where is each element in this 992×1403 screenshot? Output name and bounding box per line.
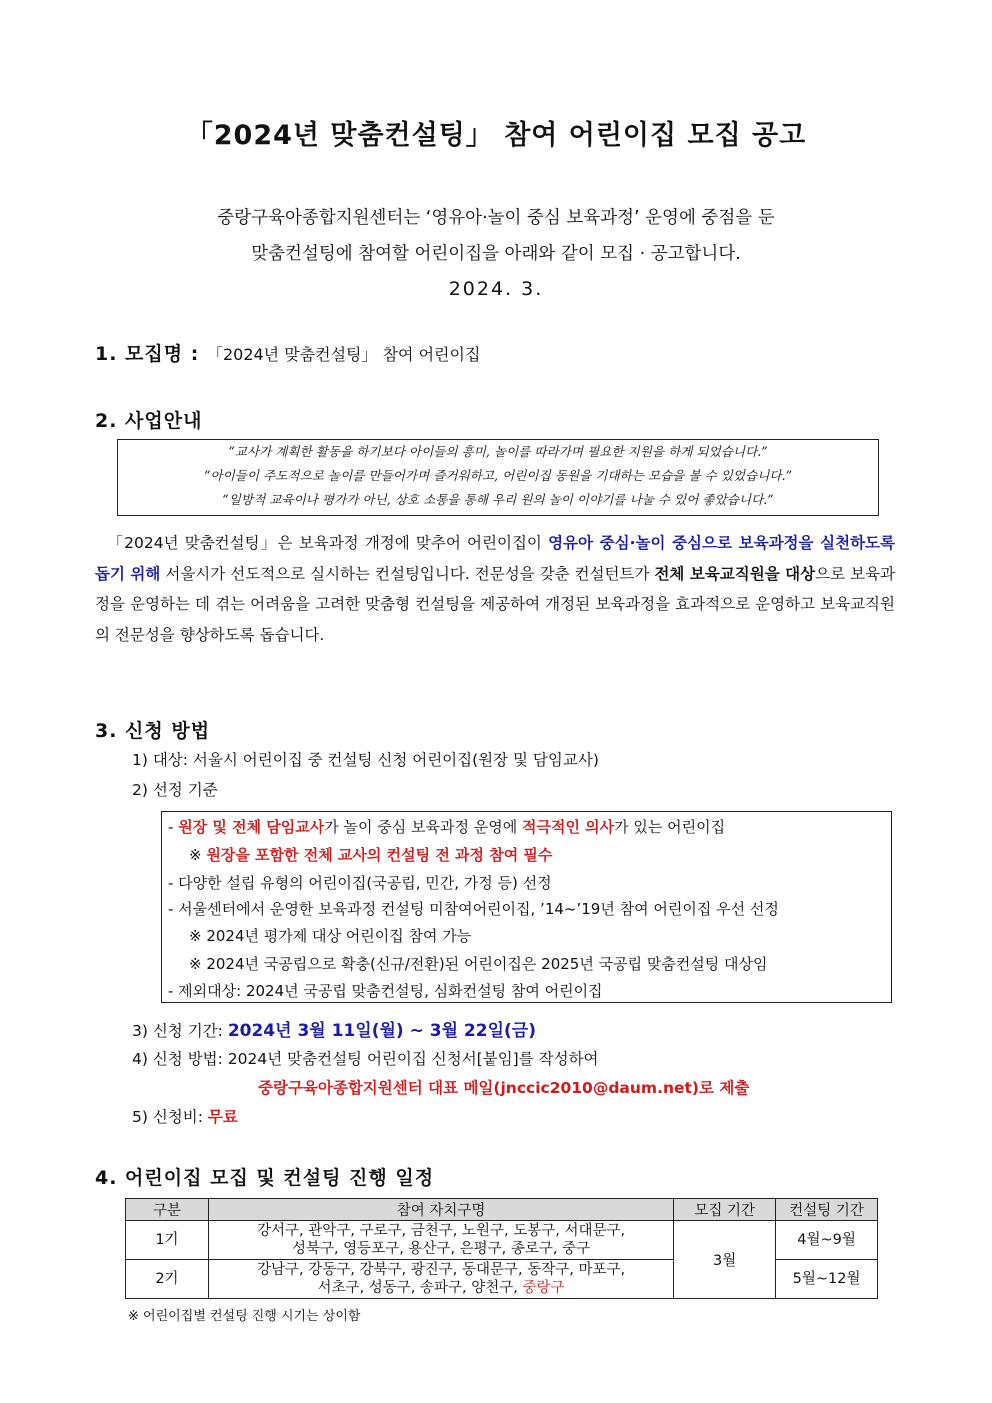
para-text-2: 서울시가 선도적으로 실시하는 컨설팅입니다. 전문성을 갖춘 컨설턴트가 xyxy=(160,564,655,583)
notice-date: 2024. 3. xyxy=(448,278,544,300)
table-row xyxy=(126,1221,878,1260)
criteria-3-note-1: ※ 2024년 평가제 대상 어린이집 참여 가능 xyxy=(189,927,472,945)
apply-email: 중랑구육아종합지원센터 대표 메일(jnccic2010@daum.net)로 제출 xyxy=(258,1079,750,1097)
page-title: 「2024년 맞춤컨설팅」 참여 어린이집 모집 공고 xyxy=(185,120,807,151)
consulting-period-cell: 4월~9월 xyxy=(776,1221,878,1260)
header-districts: 참여 자치구명 xyxy=(208,1199,673,1221)
intro-line-1: 중랑구육아종합지원센터는 ‘영유아·놀이 중심 보육과정’ 운영에 중점을 둔 xyxy=(217,208,775,228)
section-3-heading: 3. 신청 방법 xyxy=(95,720,211,742)
highlight-jungnang: 중랑구 xyxy=(522,1280,565,1296)
group-cell: 2기 xyxy=(126,1260,209,1299)
para-text-3: 으로 보육과정을 운영하는 데 겪는 어려움을 고려한 맞춤형 컨설팅을 제공하여 개정된 보육과정을 효과적으로 운영하고 보육교직원의 전문성을 향상하도록 돕습니다. xyxy=(95,564,895,644)
header-recruit-period: 모집 기간 xyxy=(674,1199,776,1221)
para-text-1: 「2024년 맞춤컨설팅」은 보육과정 개정에 맞추어 어린이집이 xyxy=(107,534,549,552)
header-group: 구분 xyxy=(126,1199,209,1221)
testimonial-1: “교사가 계획한 활동을 하기보다 아이들의 흥미, 놀이를 따라가며 필요한 지원을 하게 되었습니다.” xyxy=(228,444,768,459)
testimonial-box xyxy=(117,439,879,516)
header-consulting-period: 컨설팅 기간 xyxy=(776,1199,878,1221)
criteria-1: - 원장 및 전체 담임교사가 놀이 중심 보육과정 운영에 적극적인 의사가 있는 어린이집 xyxy=(168,818,726,836)
apply-period: 3) 신청 기간: 2024년 3월 11일(월) ~ 3월 22일(금) xyxy=(132,1021,536,1041)
para-highlight-target: 전체 보육교직원을 대상 xyxy=(654,564,816,583)
districts-cell: 강서구, 관악구, 구로구, 금천구, 노원구, 도봉구, 서대문구, 성북구, 영등포구, 용산구, 은평구, 종로구, 중구 xyxy=(208,1221,673,1260)
criteria-4: - 제외대상: 2024년 국공립 맞춤컨설팅, 심화컨설팅 참여 어린이집 xyxy=(168,982,603,1000)
section-1-value: 「2024년 맞춤컨설팅」 참여 어린이집 xyxy=(206,345,481,364)
group-cell: 1기 xyxy=(126,1221,209,1260)
criteria-3: - 서울센터에서 운영한 보육과정 컨설팅 미참여어린이집, ’14~’19년 참여 어린이집 우선 선정 xyxy=(168,900,779,918)
section-1-heading: 1. 모집명 : xyxy=(95,343,200,365)
table-header-row xyxy=(126,1199,878,1221)
testimonial-2: “아이들이 주도적으로 놀이를 만들어가며 즐거워하고, 어린이집 동원을 기대하는 모습을 볼 수 있었습니다.” xyxy=(203,468,793,483)
apply-fee-value: 무료 xyxy=(207,1108,238,1126)
schedule-note: ※ 어린이집별 컨설팅 진행 시기는 상이함 xyxy=(128,1309,361,1324)
schedule-table xyxy=(125,1198,878,1299)
para-highlight-goal: 영유아 중심·놀이 중심으로 보육과정을 실천하도록 돕기 위해 xyxy=(95,534,895,583)
selection-criteria-label: 2) 선정 기준 xyxy=(132,781,218,799)
recruit-period-cell: 3월 xyxy=(674,1221,776,1299)
criteria-3-note-2: ※ 2024년 국공립으로 확충(신규/전환)된 어린이집은 2025년 국공립 맞춤컨설팅 대상임 xyxy=(189,955,768,973)
section-2-heading: 2. 사업안내 xyxy=(95,410,203,432)
intro-line-2: 맞춤컨설팅에 참여할 어린이집을 아래와 같이 모집 · 공고합니다. xyxy=(251,244,741,264)
districts-cell: 강남구, 강동구, 강북구, 광진구, 동대문구, 동작구, 마포구, 서초구, 성동구, 송파구, 양천구, 중랑구 xyxy=(208,1260,673,1299)
business-description xyxy=(95,528,895,650)
testimonial-3: “일방적 교육이나 평가가 아닌, 상호 소통을 통해 우리 원의 놀이 이야기를 나눌 수 있어 좋았습니다.” xyxy=(222,492,774,507)
consulting-period-cell: 5월~12월 xyxy=(776,1260,878,1299)
selection-criteria-box xyxy=(161,811,892,1003)
section-1 xyxy=(95,339,480,366)
section-4-heading: 4. 어린이집 모집 및 컨설팅 진행 일정 xyxy=(95,1167,435,1189)
apply-period-value: 2024년 3월 11일(월) ~ 3월 22일(금) xyxy=(227,1021,536,1041)
apply-method: 4) 신청 방법: 2024년 맞춤컨설팅 어린이집 신청서[붙임]를 작성하여 xyxy=(132,1050,599,1068)
criteria-1-note: ※ 원장을 포함한 전체 교사의 컨설팅 전 과정 참여 필수 xyxy=(189,846,553,864)
apply-target: 1) 대상: 서울시 어린이집 중 컨설팅 신청 어린이집(원장 및 담임교사) xyxy=(132,751,599,769)
criteria-2: - 다양한 설립 유형의 어린이집(국공립, 민간, 가정 등) 선정 xyxy=(168,874,552,892)
apply-fee: 5) 신청비: 무료 xyxy=(132,1108,238,1126)
